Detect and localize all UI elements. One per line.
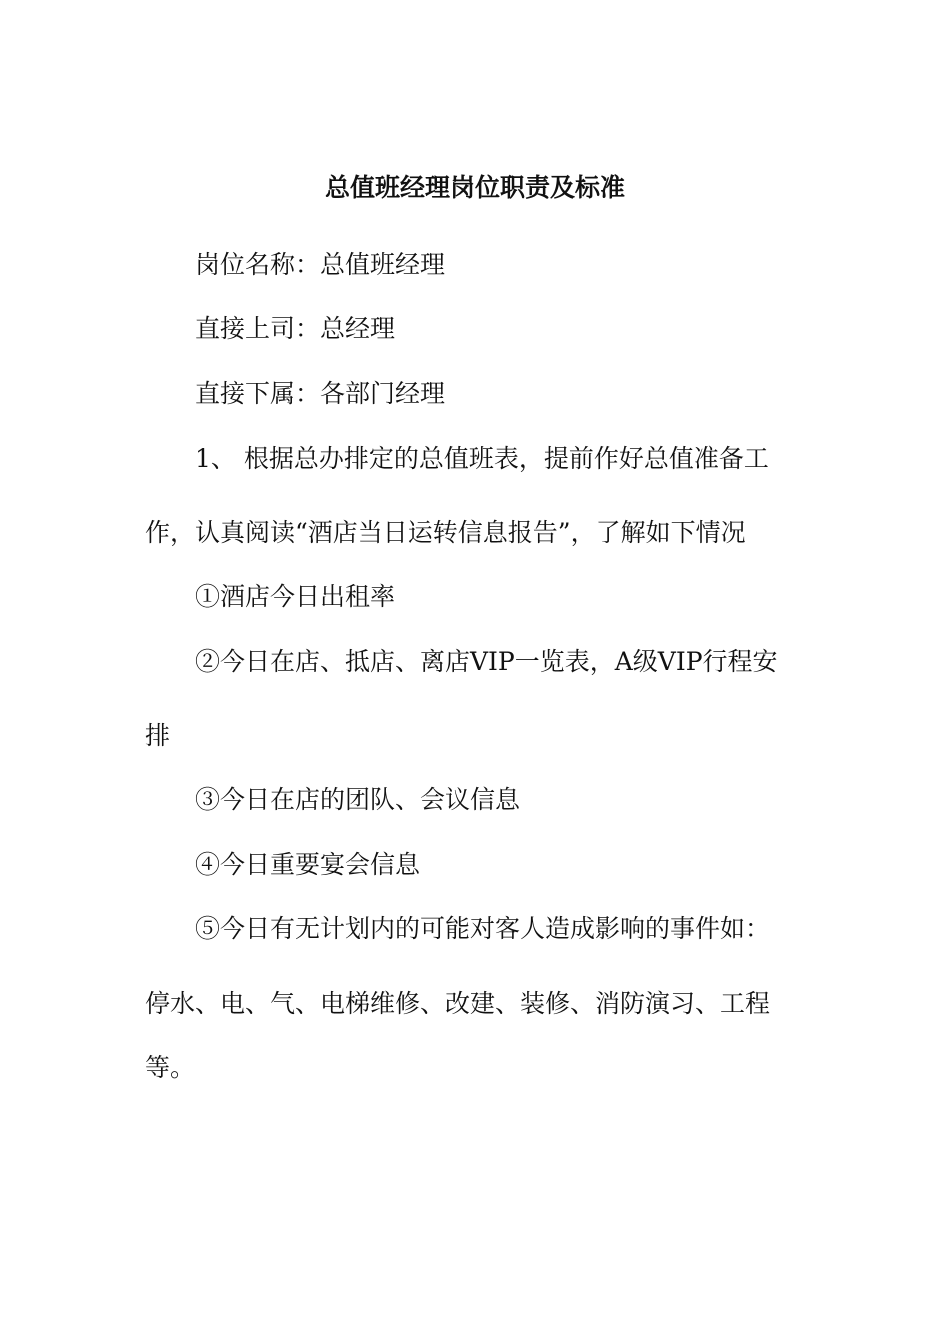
sub-item-5-line-1: ⑤今日有无计划内的可能对客人造成影响的事件如： — [195, 914, 771, 943]
direct-supervisor-line: 直接上司：总经理 — [195, 314, 396, 343]
position-name-line: 岗位名称：总值班经理 — [195, 250, 446, 279]
sub-item-2-line-2: 排 — [145, 721, 171, 750]
document-title: 总值班经理岗位职责及标准 — [324, 173, 625, 202]
sub-item-5-line-3: 等。 — [145, 1053, 196, 1082]
sub-item-2-line-1: ②今日在店、抵店、离店VIP一览表，A级VIP行程安 — [195, 647, 778, 676]
direct-subordinates-line: 直接下属：各部门经理 — [195, 379, 446, 408]
sub-item-3: ③今日在店的团队、会议信息 — [195, 785, 521, 814]
sub-item-4: ④今日重要宴会信息 — [195, 850, 421, 879]
sub-item-1: ①酒店今日出租率 — [195, 582, 396, 611]
sub-item-5-line-2: 停水、电、气、电梯维修、改建、装修、消防演习、工程 — [145, 989, 771, 1018]
duty-item-1-line-1: 1、 根据总办排定的总值班表，提前作好总值准备工 — [195, 444, 769, 473]
duty-item-1-line-2: 作，认真阅读“酒店当日运转信息报告”，了解如下情况 — [145, 518, 746, 547]
